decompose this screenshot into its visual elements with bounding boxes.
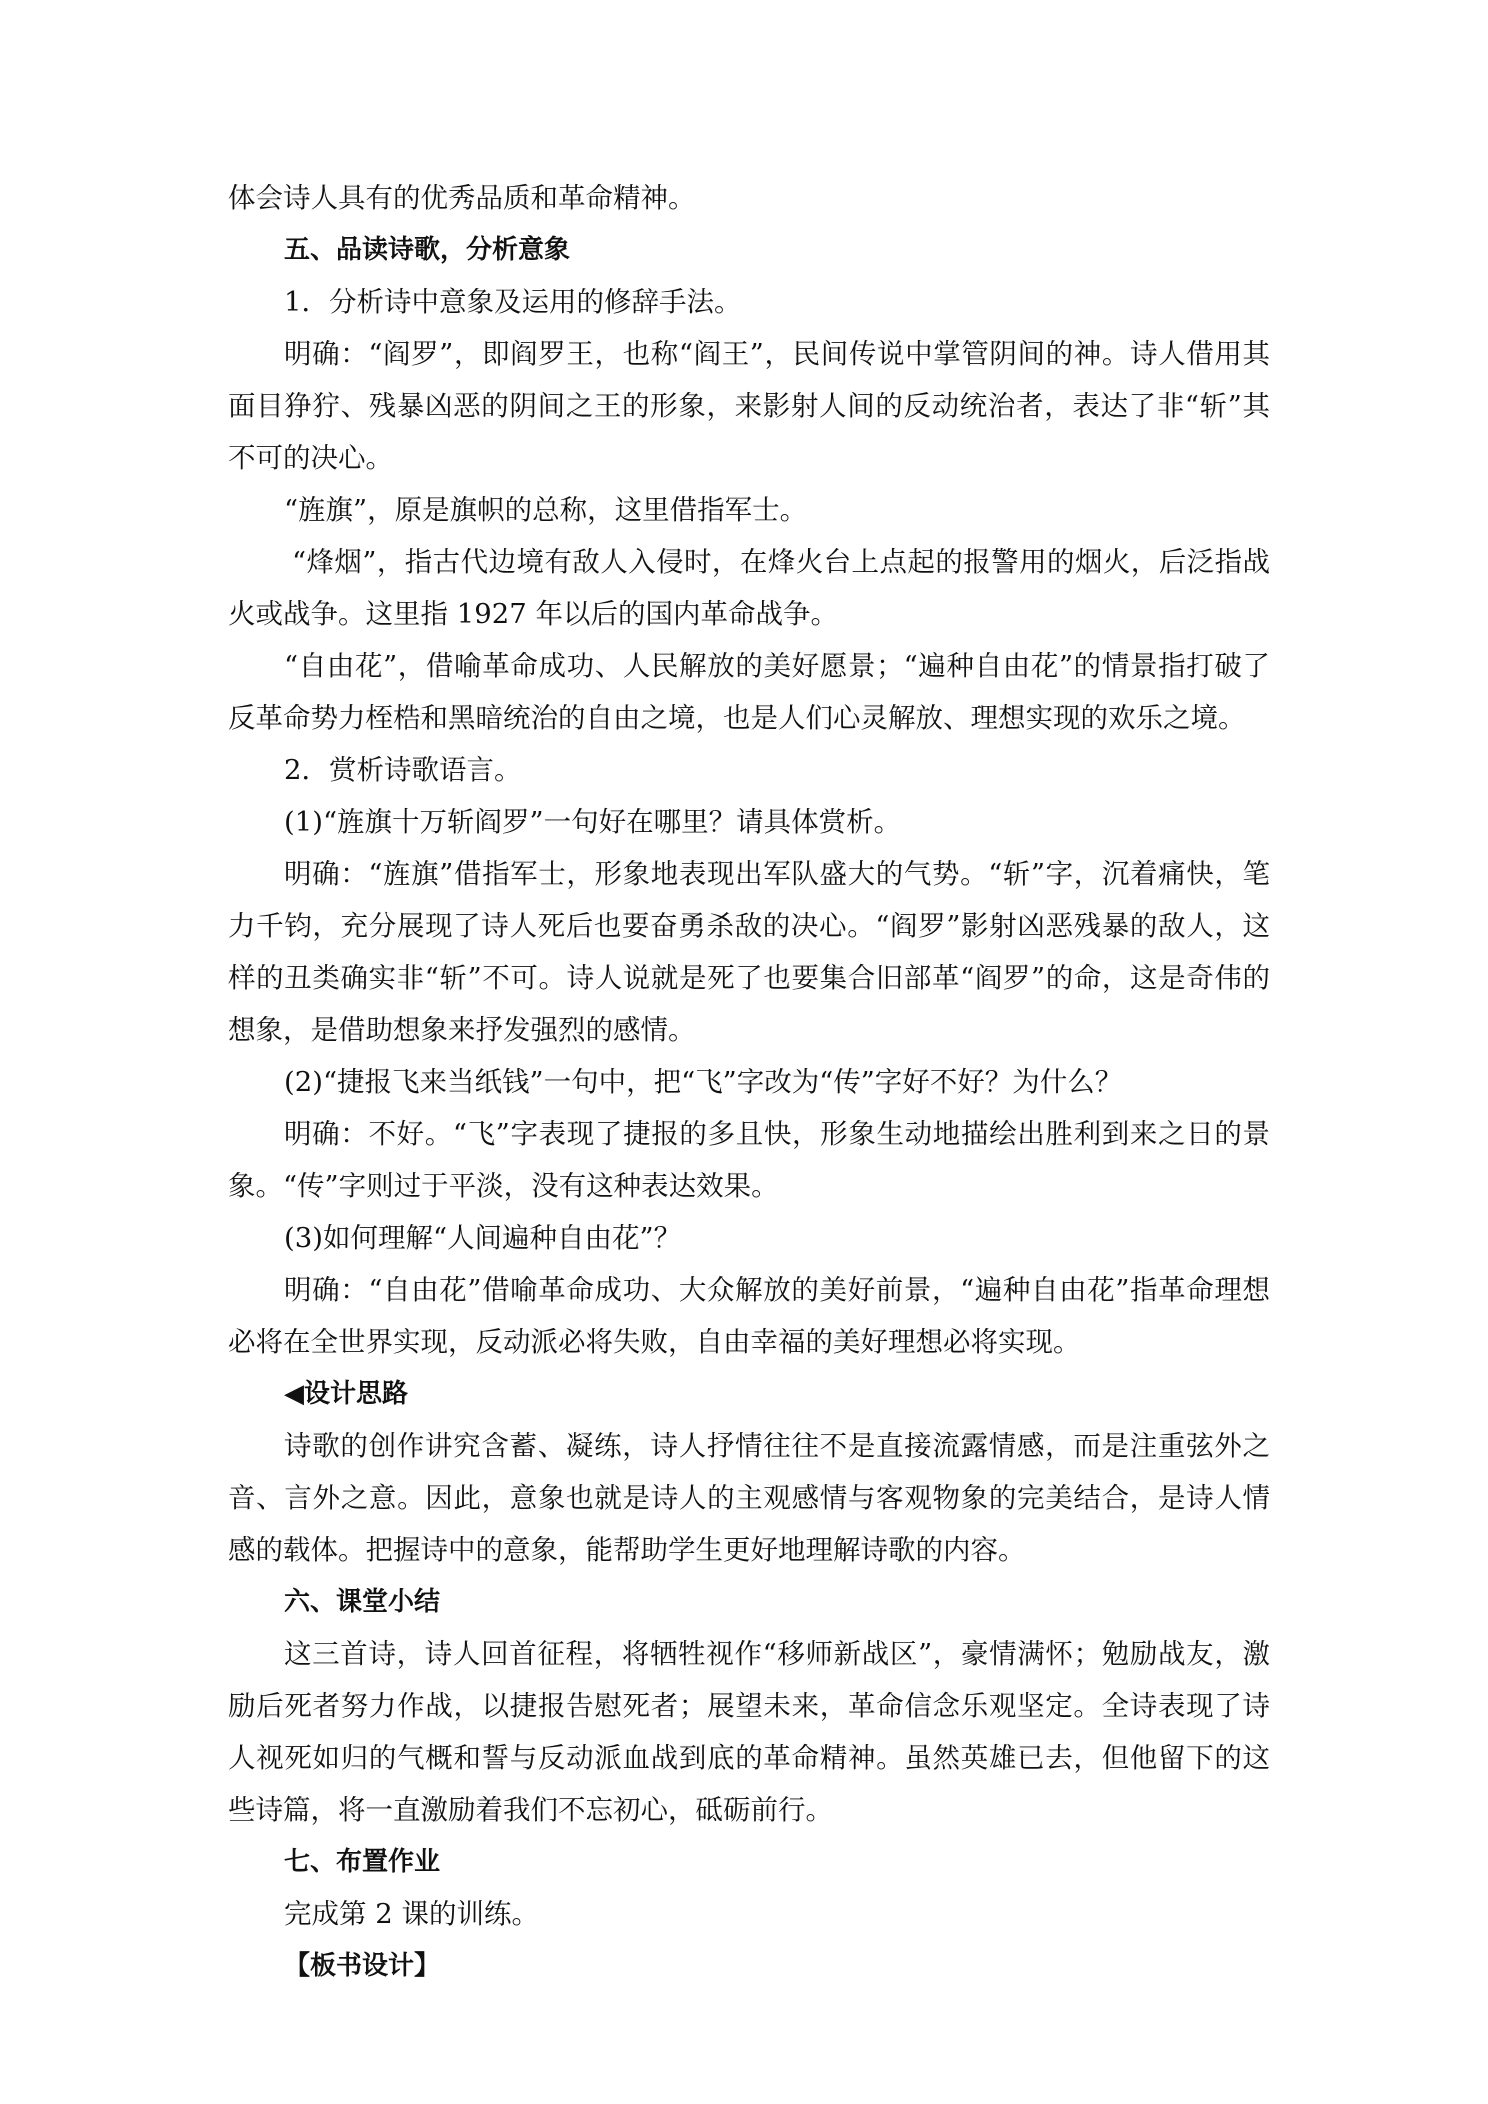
paragraph-summary: 这三首诗，诗人回首征程，将牺牲视作“移师新战区”，豪情满怀；勉励战友，激励后死者努力作战，以捷报告慰死者；展望未来，革命信念乐观坚定。全诗表现了诗人视死如归的气概和誓与反动派血战到底的革命精神。虽然英雄已去，但他留下的这些诗篇，将一直激励着我们不忘初心，砥砺前行。 [228, 1638, 1270, 1826]
design-idea-heading: ◀设计思路 [284, 1379, 408, 1409]
paragraph-design-idea: 诗歌的创作讲究含蓄、凝练，诗人抒情往往不是直接流露情感，而是注重弦外之音、言外之意。因此，意象也就是诗人的主观感情与客观物象的完美结合，是诗人情感的载体。把握诗中的意象，能帮助学生更好地理解诗歌的内容。 [228, 1430, 1270, 1566]
question-1: (1)“旌旗十万斩阎罗”一句好在哪里？请具体赏析。 [284, 806, 902, 838]
paragraph-yanluo: 明确：“阎罗”，即阎罗王，也称“阎王”，民间传说中掌管阴间的神。诗人借用其面目狰狞、残暴凶恶的阴间之王的形象，来影射人间的反动统治者，表达了非“斩”其不可的决心。 [228, 338, 1270, 474]
subheading-2: 2．赏析诗歌语言。 [284, 754, 522, 786]
section-heading-5: 五、品读诗歌，分析意象 [284, 235, 571, 265]
subheading-1: 1．分析诗中意象及运用的修辞手法。 [284, 286, 742, 318]
paragraph-fengyan: “烽烟”，指古代边境有敌人入侵时，在烽火台上点起的报警用的烟火，后泛指战火或战争。这里指 1927 年以后的国内革命战争。 [228, 546, 1270, 630]
paragraph-jingqi: “旌旗”，原是旗帜的总称，这里借指军士。 [284, 494, 808, 526]
paragraph-homework: 完成第 2 课的训练。 [284, 1898, 539, 1930]
question-3: (3)如何理解“人间遍种自由花”？ [284, 1222, 682, 1254]
answer-2: 明确：不好。“飞”字表现了捷报的多且快，形象生动地描绘出胜利到来之日的景象。“传”字则过于平淡，没有这种表达效果。 [228, 1118, 1270, 1202]
board-design-heading: 【板书设计】 [284, 1951, 441, 1981]
question-2: (2)“捷报飞来当纸钱”一句中，把“飞”字改为“传”字好不好？为什么？ [284, 1066, 1123, 1098]
document-body [228, 172, 1270, 1992]
section-heading-6: 六、课堂小结 [284, 1587, 441, 1617]
answer-3: 明确：“自由花”借喻革命成功、大众解放的美好前景，“遍种自由花”指革命理想必将在全世界实现，反动派必将失败，自由幸福的美好理想必将实现。 [228, 1274, 1270, 1358]
section-heading-7: 七、布置作业 [284, 1847, 441, 1877]
paragraph-ziyouhua: “自由花”，借喻革命成功、人民解放的美好愿景；“遍种自由花”的情景指打破了反革命势力桎梏和黑暗统治的自由之境，也是人们心灵解放、理想实现的欢乐之境。 [228, 650, 1270, 734]
paragraph-continuation: 体会诗人具有的优秀品质和革命精神。 [228, 182, 696, 214]
answer-1: 明确：“旌旗”借指军士，形象地表现出军队盛大的气势。“斩”字，沉着痛快，笔力千钧，充分展现了诗人死后也要奋勇杀敌的决心。“阎罗”影射凶恶残暴的敌人，这样的丑类确实非“斩”不可。诗人说就是死了也要集合旧部革“阎罗”的命，这是奇伟的想象，是借助想象来抒发强烈的感情。 [228, 858, 1270, 1046]
